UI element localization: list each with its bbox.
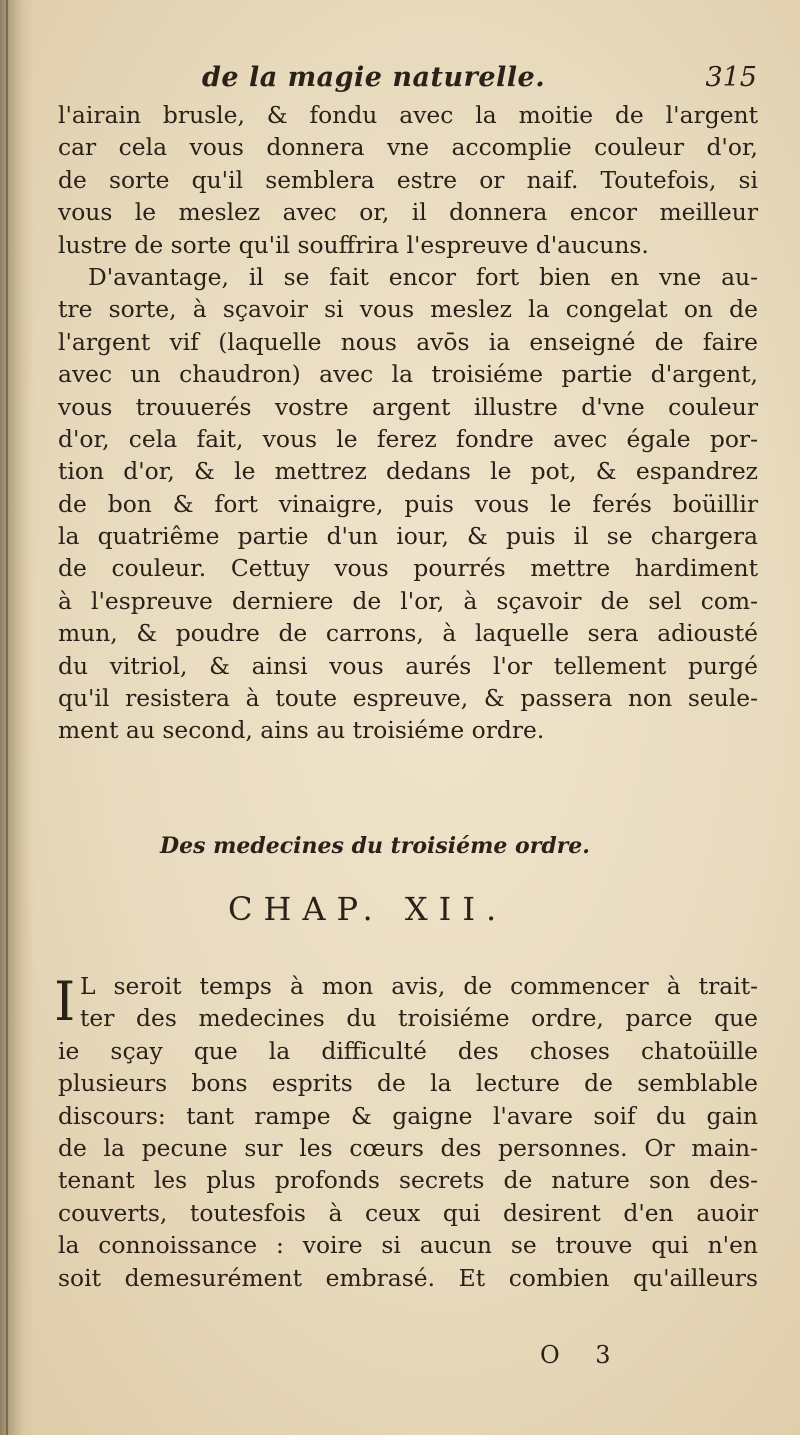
text-line: la quatriême partie d'un iour, & puis il se chargera bbox=[58, 522, 758, 551]
text-line: vous le meslez avec or, il donnera encor meilleur bbox=[58, 198, 758, 227]
page-number: 315 bbox=[705, 62, 757, 93]
text-line: l'argent vif (laquelle nous avōs ia enseigné de faire bbox=[58, 327, 758, 356]
text-line: du vitriol, & ainsi vous aurés l'or tellement purgé bbox=[58, 651, 758, 680]
text-line: ie sçay que la difficulté des choses chatoüille bbox=[58, 1036, 758, 1065]
section-title: Des medecines du troisiéme ordre. bbox=[160, 833, 590, 859]
paragraph-block bbox=[58, 99, 758, 747]
text-line: de sorte qu'il semblera estre or naif. Toutefois, si bbox=[58, 165, 758, 194]
text-line: ment au second, ains au troisiéme ordre. bbox=[58, 716, 545, 745]
text-line: à l'espreuve derniere de l'or, à sçavoir de sel com- bbox=[58, 586, 758, 615]
text-line: la connoissance : voire si aucun se trouve qui n'en bbox=[58, 1231, 758, 1260]
text-line: ter des medecines du troisiéme ordre, parce que bbox=[80, 1004, 758, 1033]
running-head-title: de la magie naturelle. bbox=[202, 62, 546, 93]
text-line: discours: tant rampe & gaigne l'avare soif du gain bbox=[58, 1101, 758, 1130]
text-line: tenant les plus profonds secrets de nature son des- bbox=[58, 1166, 758, 1195]
text-line: de couleur. Cettuy vous pourrés mettre hardiment bbox=[58, 554, 758, 583]
text-line: de la pecune sur les cœurs des personnes. Or main- bbox=[58, 1133, 758, 1162]
text-line: d'or, cela fait, vous le ferez fondre avec égale por- bbox=[58, 424, 758, 453]
page-gutter bbox=[0, 0, 34, 1435]
text-line: vous trouuerés vostre argent illustre d'vne couleur bbox=[58, 392, 758, 421]
drop-cap: I bbox=[54, 970, 76, 1033]
text-line: l'airain brusle, & fondu avec la moitie de l'argent bbox=[58, 101, 758, 129]
gutter-shadow-line bbox=[6, 0, 8, 1435]
text-line: avec un chaudron) avec la troisiéme partie d'argent, bbox=[58, 360, 758, 389]
text-line: de bon & fort vinaigre, puis vous le ferés boüillir bbox=[58, 489, 758, 518]
chapter-heading: CHAP. XII. bbox=[228, 890, 508, 928]
text-line: tion d'or, & le mettrez dedans le pot, & espandrez bbox=[58, 457, 758, 486]
text-line: plusieurs bons esprits de la lecture de semblable bbox=[58, 1069, 758, 1098]
text-line: D'avantage, il se fait encor fort bien en vne au- bbox=[88, 262, 758, 291]
running-head bbox=[52, 62, 757, 102]
text-line: tre sorte, à sçavoir si vous meslez la congelat on de bbox=[58, 295, 758, 324]
text-line: car cela vous donnera vne accomplie couleur d'or, bbox=[58, 133, 758, 162]
text-line: couverts, toutesfois à ceux qui desirent d'en auoir bbox=[58, 1198, 758, 1227]
text-line: qu'il resistera à toute espreuve, & passera non seule- bbox=[58, 684, 758, 713]
text-line: L seroit temps à mon avis, de commencer à trait- bbox=[80, 972, 758, 1000]
text-line: mun, & poudre de carrons, à laquelle sera adiousté bbox=[58, 619, 758, 648]
text-line: soit demesurément embrasé. Et combien qu'ailleurs bbox=[58, 1263, 758, 1292]
signature-mark: O 3 bbox=[540, 1341, 625, 1369]
text-line: lustre de sorte qu'il souffrira l'espreuve d'aucuns. bbox=[58, 230, 649, 259]
chapter-text-block bbox=[58, 970, 758, 1294]
